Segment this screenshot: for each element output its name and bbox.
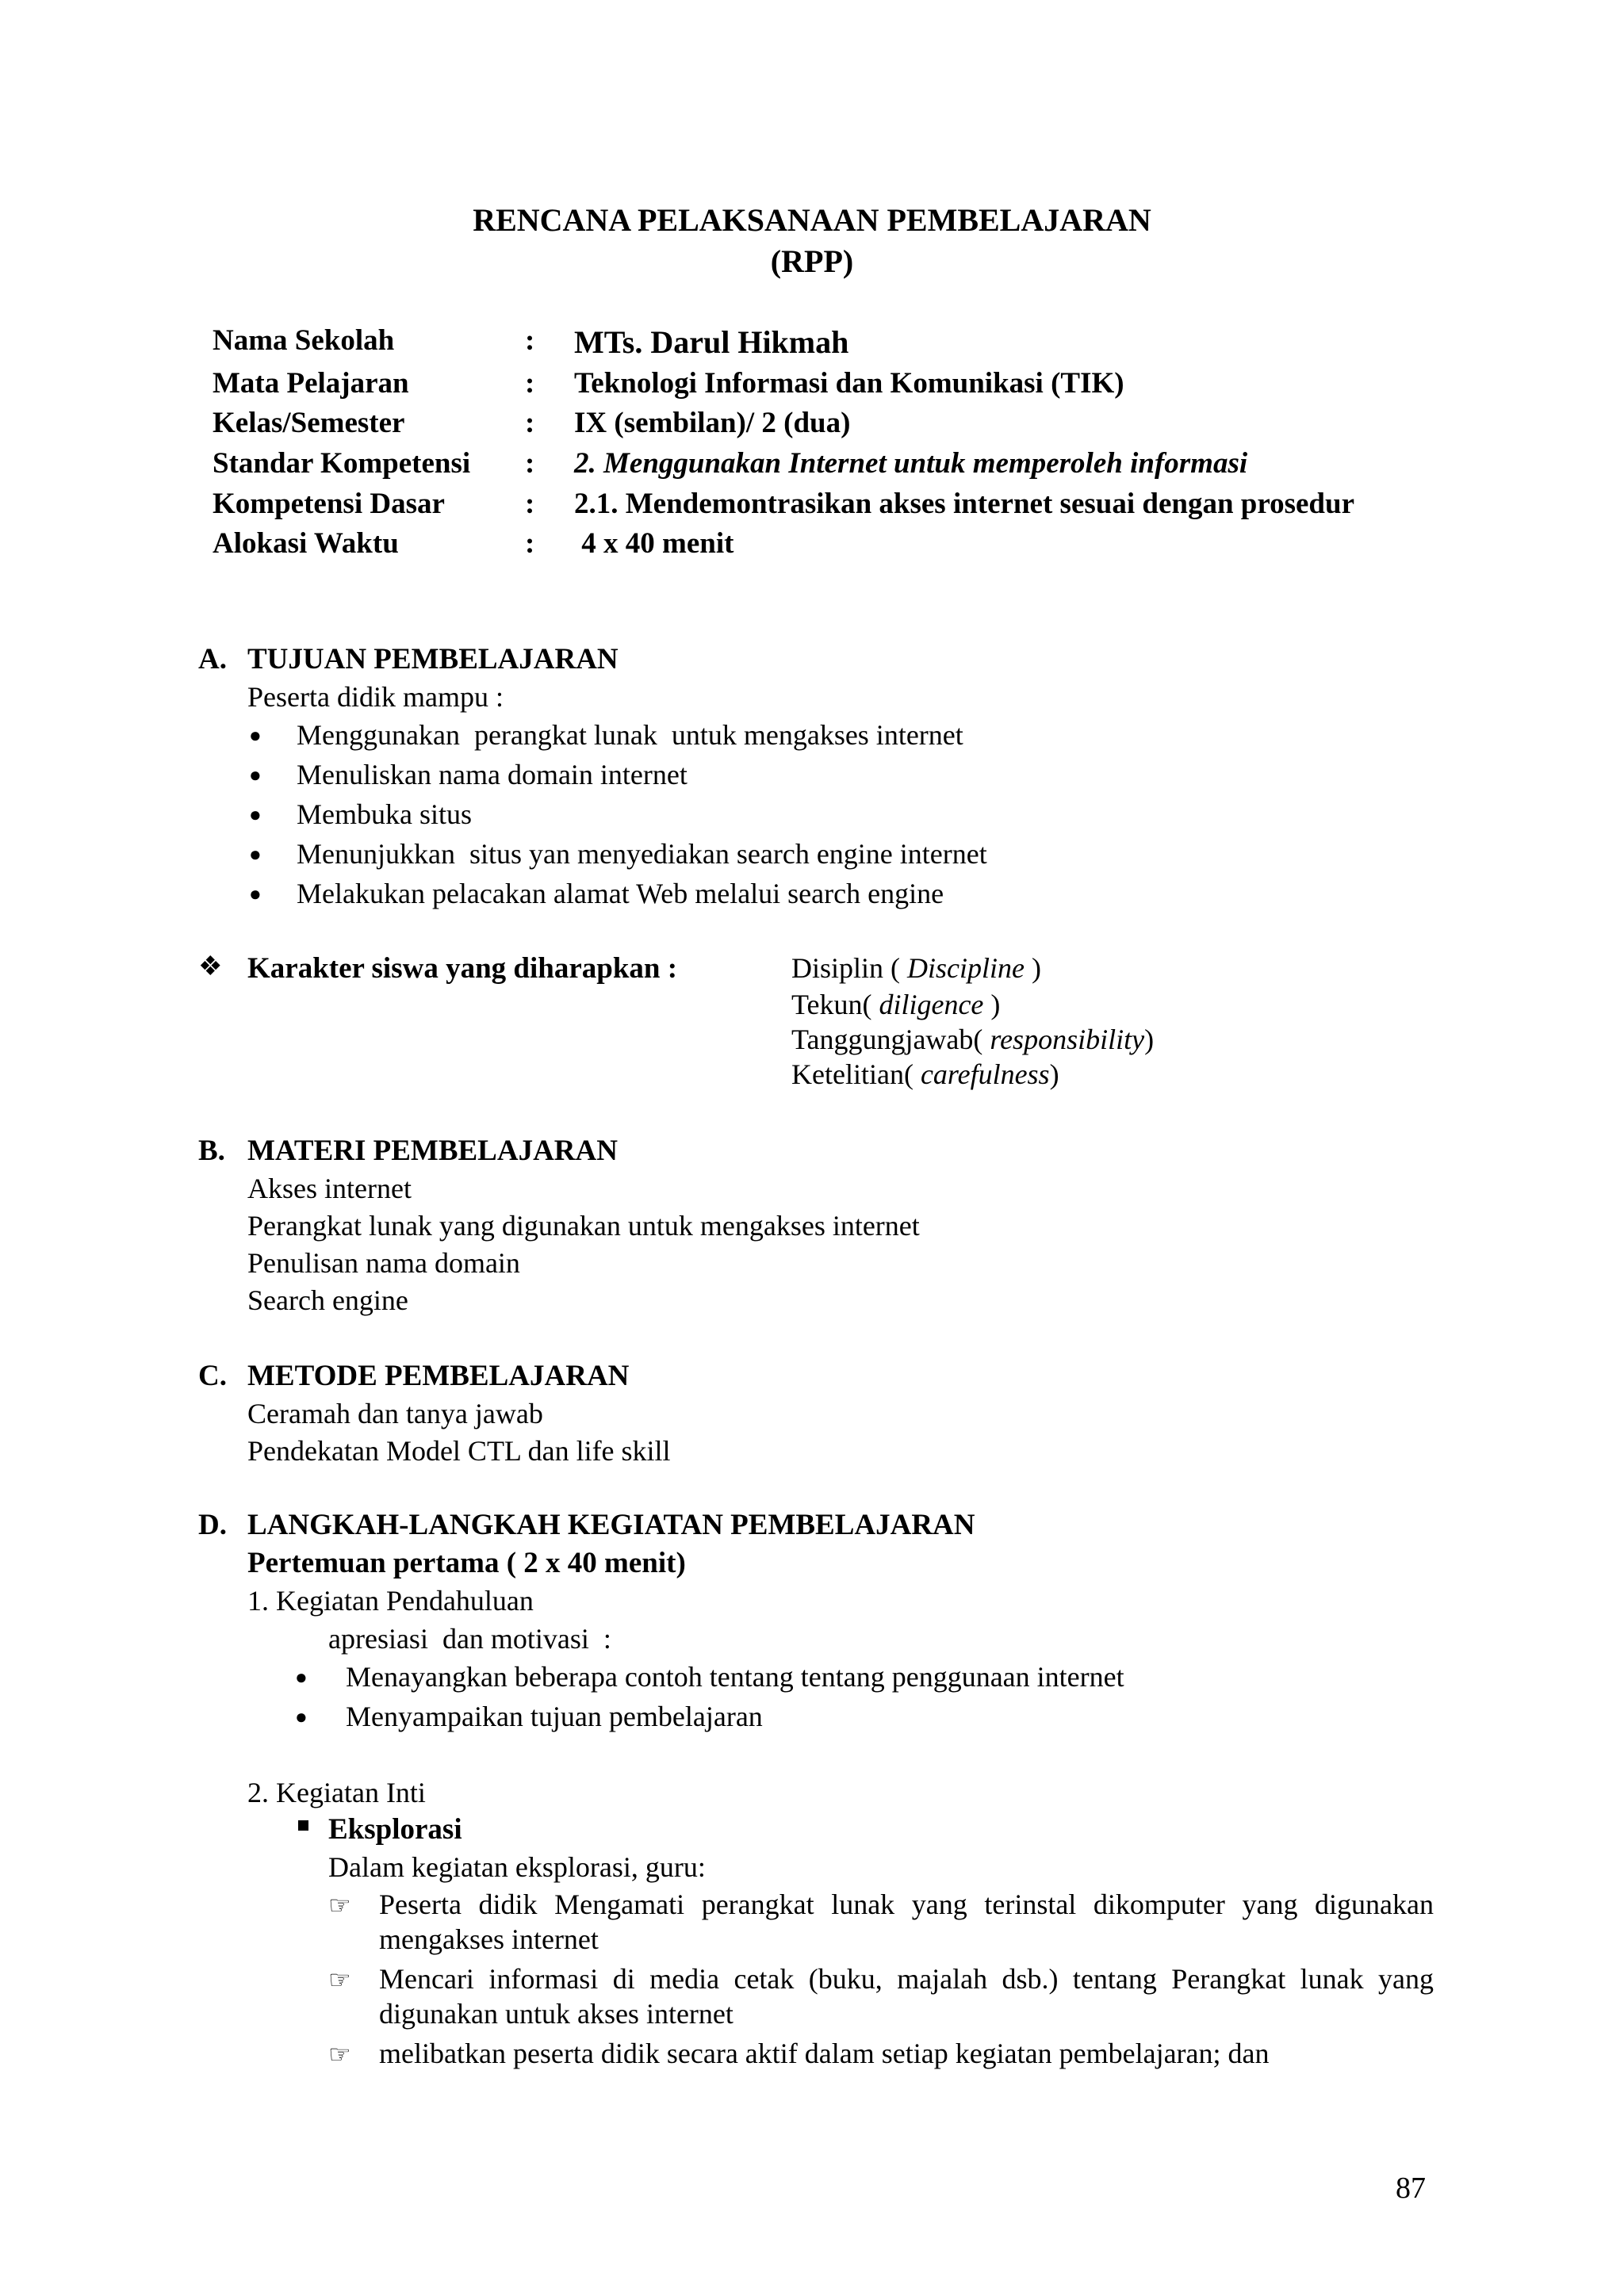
- list-item: Menayangkan beberapa contoh tentang tentang penggunaan internet: [346, 1661, 1124, 1693]
- section-letter: B.: [198, 1135, 225, 1167]
- square-bullet-icon: [298, 1820, 308, 1831]
- identity-label: Kompetensi Dasar: [213, 488, 445, 520]
- bullet-icon: ●: [295, 1705, 308, 1728]
- list-item: Menyampaikan tujuan pembelajaran: [346, 1701, 763, 1732]
- text-line: Penulisan nama domain: [247, 1247, 520, 1279]
- step-intro: apresiasi dan motivasi :: [328, 1623, 611, 1655]
- list-item: Melakukan pelacakan alamat Web melalui search engine: [297, 878, 944, 909]
- list-item: melibatkan peserta didik secara aktif dalam setiap kegiatan pembelajaran; dan: [379, 2038, 1270, 2069]
- identity-colon: :: [525, 527, 535, 560]
- page-number: 87: [1396, 2172, 1426, 2205]
- identity-value-school: MTs. Darul Hikmah: [574, 324, 849, 360]
- section-heading: MATERI PEMBELAJARAN: [247, 1135, 618, 1167]
- meeting-heading: Pertemuan pertama ( 2 x 40 menit): [247, 1547, 686, 1579]
- document-title: RENCANA PELAKSANAAN PEMBELAJARAN: [473, 202, 1151, 238]
- text-line: Perangkat lunak yang digunakan untuk mengakses internet: [247, 1210, 920, 1242]
- identity-value-subject: Teknologi Informasi dan Komunikasi (TIK): [574, 367, 1124, 400]
- text-line: Akses internet: [247, 1173, 412, 1204]
- step-heading: 2. Kegiatan Inti: [247, 1777, 426, 1808]
- identity-colon: :: [525, 367, 535, 400]
- identity-label: Mata Pelajaran: [213, 367, 409, 400]
- text-line: Search engine: [247, 1284, 408, 1316]
- section-heading: METODE PEMBELAJARAN: [247, 1360, 630, 1392]
- list-item: Menuliskan nama domain internet: [297, 759, 688, 790]
- identity-label: Standar Kompetensi: [213, 447, 471, 480]
- identity-colon: :: [525, 407, 535, 439]
- list-item: Membuka situs: [297, 798, 472, 830]
- section-letter: D.: [198, 1509, 227, 1541]
- section-heading: TUJUAN PEMBELAJARAN: [247, 643, 619, 675]
- identity-value-class: IX (sembilan)/ 2 (dua): [574, 407, 851, 439]
- bullet-icon: ●: [249, 724, 262, 747]
- identity-colon: :: [525, 324, 535, 357]
- identity-colon: :: [525, 488, 535, 520]
- list-item: Menunjukkan situs yan menyediakan search engine internet: [297, 838, 987, 870]
- diamond-bullet-icon: ❖: [198, 952, 223, 982]
- identity-colon: :: [525, 447, 535, 480]
- eksplorasi-heading: Eksplorasi: [328, 1813, 462, 1846]
- character-item: Tanggungjawab( responsibility): [791, 1024, 1155, 1055]
- character-item: Ketelitian( carefulness): [791, 1058, 1059, 1090]
- bullet-icon: ●: [249, 843, 262, 866]
- document-subtitle: (RPP): [770, 243, 854, 279]
- step-heading: 1. Kegiatan Pendahuluan: [247, 1585, 534, 1617]
- pointing-hand-icon: ☞: [328, 1891, 351, 1919]
- pointing-hand-icon: ☞: [328, 2040, 351, 2068]
- identity-label: Kelas/Semester: [213, 407, 405, 439]
- bullet-icon: ●: [249, 763, 262, 786]
- character-label: Karakter siswa yang diharapkan :: [247, 952, 678, 985]
- section-letter: C.: [198, 1360, 227, 1392]
- identity-value-time: 4 x 40 menit: [574, 527, 734, 560]
- section-heading: LANGKAH-LANGKAH KEGIATAN PEMBELAJARAN: [247, 1509, 975, 1541]
- pointing-hand-icon: ☞: [328, 1965, 351, 1994]
- bullet-icon: ●: [249, 803, 262, 826]
- character-item: Tekun( diligence ): [791, 989, 1001, 1020]
- list-item: Menggunakan perangkat lunak untuk mengakses internet: [297, 719, 963, 751]
- identity-label: Nama Sekolah: [213, 324, 395, 357]
- bullet-icon: ●: [249, 882, 262, 905]
- section-intro: Peserta didik mampu :: [247, 681, 504, 713]
- identity-value-basic-competence: 2.1. Mendemontrasikan akses internet sesuai dengan prosedur: [574, 488, 1355, 520]
- identity-label: Alokasi Waktu: [213, 527, 399, 560]
- bullet-icon: ●: [295, 1666, 308, 1689]
- section-letter: A.: [198, 643, 227, 675]
- identity-value-standard: 2. Menggunakan Internet untuk memperoleh informasi: [574, 447, 1248, 480]
- eksplorasi-intro: Dalam kegiatan eksplorasi, guru:: [328, 1851, 706, 1883]
- text-line: Ceramah dan tanya jawab: [247, 1398, 543, 1429]
- list-item: Mencari informasi di media cetak (buku, majalah dsb.) tentang Perangkat lunak yang digunakan untuk akses internet: [379, 1963, 1434, 2030]
- character-item: Disiplin ( Discipline ): [791, 952, 1041, 984]
- text-line: Pendekatan Model CTL dan life skill: [247, 1435, 671, 1467]
- list-item: Peserta didik Mengamati perangkat lunak yang terinstal dikomputer yang digunakan mengakses internet: [379, 1888, 1434, 1955]
